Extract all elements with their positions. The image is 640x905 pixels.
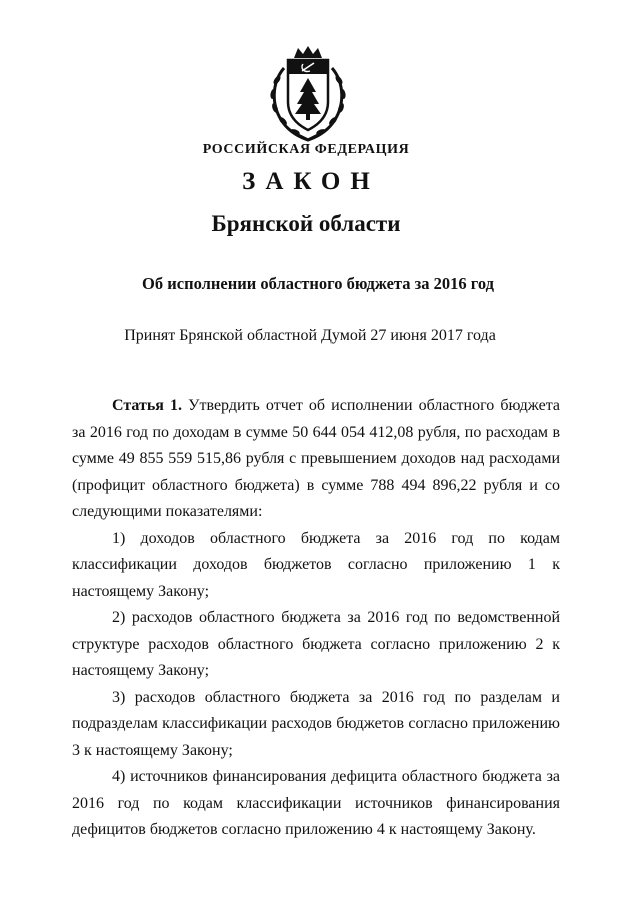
law-subject-title: Об исполнении областного бюджета за 2016 год [142,274,494,293]
country-name: РОССИЙСКАЯ ФЕДЕРАЦИЯ [202,142,410,157]
article-1-item: 2) расходов областного бюджета за 2016 год по ведомственной структуре расходов областного бюджета согласно приложению 2 к настоящему Закону; [72,609,560,679]
article-1-item: 3) расходов областного бюджета за 2016 год по разделам и подразделам классификации расходов бюджетов согласно приложению 3 к настоящему Закону; [72,688,560,759]
article-1-text: Утвердить отчет об исполнении областного бюджета за 2016 год по доходам в сумме 50 644 054 412,08 рубля, по расходам в сумме 49 855 559 515,86 рубля с превышением доходов над расходами (профицит областного бюджета) в сумме 788 494 896,22 рубля и со следующими показателями: [72,397,560,520]
article-1 [72,393,560,844]
document-type-title: ЗАКОН [242,168,380,195]
article-1-item: 1) доходов областного бюджета за 2016 год по кодам классификации доходов бюджетов согласно приложению 1 к настоящему Закону; [72,529,560,600]
coat-of-arms-icon [262,44,354,144]
region-name: Брянской области [211,211,401,236]
article-1-intro [72,393,560,526]
adoption-note: Принят Брянской областной Думой 27 июня 2017 года [124,327,496,344]
article-1-item: 4) источников финансирования дефицита областного бюджета за 2016 год по кодам классификации источников финансирования дефицитов бюджетов согласно приложению 4 к настоящему Закону. [72,768,560,838]
article-1-heading: Статья 1. [112,397,183,414]
